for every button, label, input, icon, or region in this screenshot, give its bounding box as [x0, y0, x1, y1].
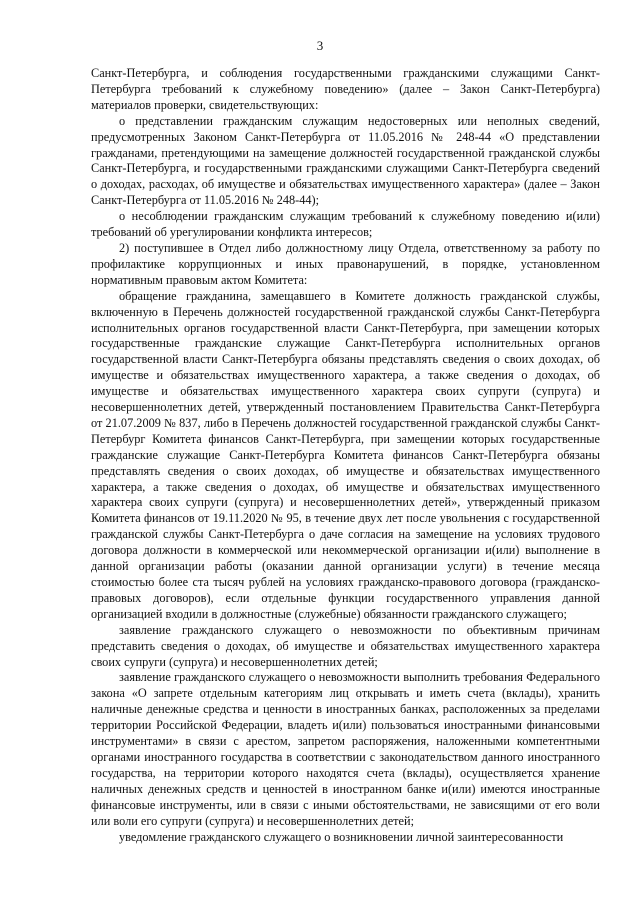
paragraph: заявление гражданского служащего о невозможности выполнить требования Федерального закона «О запрете отдельным категориям лиц открывать и иметь счета (вклады), хранить наличные денежные средства и ценности в иностранных банках, расположенных за пределами территории Российской Федерации, владеть и(или) пользоваться иностранными финансовыми инструментами» в связи с арестом, запретом распоряжения, наложенными компетентными органами иностранного государства в соответствии с законодательством данного иностранного государства, на территории которого находятся счета (вклады), осуществляется хранение наличных денежных средств и ценностей в иностранном банке и(или) имеются иностранные финансовые инструменты, или в связи с иными обстоятельствами, не зависящими от его воли или воли его супруги (супруга) и несовершеннолетних детей; — [91, 670, 600, 828]
page-number: 3 — [316, 38, 324, 53]
document-body — [91, 66, 600, 845]
paragraph: Санкт-Петербурга, и соблюдения государственными гражданскими служащими Санкт-Петербурга требований к служебному поведению» (далее – Закон Санкт-Петербурга) материалов проверки, свидетельствующих: — [91, 66, 600, 112]
paragraph: обращение гражданина, замещавшего в Комитете должность гражданской службы, включенную в Перечень должностей государственной гражданской службы Санкт-Петербурга исполнительных органов государственной власти Санкт-Петербурга, при замещении которых государственные гражданские служащие Санкт-Петербурга исполнительных органов государственной власти Санкт-Петербурга обязаны представлять сведения о своих доходах, об имуществе и обязательствах имущественного характера, а также сведения о доходах, об имуществе и обязательствах имущественного характера своих супруги (супруга) и несовершеннолетних детей, утвержденный постановлением Правительства Санкт-Петербурга от 21.07.2009 № 837, либо в Перечень должностей государственной гражданской службы Санкт-Петербург Комитета финансов Санкт-Петербурга, при замещении которых государственные гражданские служащие Санкт-Петербурга Комитета финансов Санкт-Петербурга обязаны представлять сведения о своих доходах, об имуществе и обязательствах имущественного характера, а также сведения о доходах, об имуществе и обязательствах имущественного характера своих супруги (супруга) и несовершеннолетних детей», утвержденный приказом Комитета финансов от 19.11.2020 № 95, в течение двух лет после увольнения с государственной гражданской службы Санкт-Петербурга о даче согласия на замещение на условиях трудового договора должности в коммерческой или некоммерческой организации и(или) выполнение в данной организации работы (оказании данной организации услуги) в течение месяца стоимостью более ста тысяч рублей на условиях гражданско-правового договора (гражданско-правовых договоров), если отдельные функции государственного управления данной организацией входили в должностные (служебные) обязанности гражданского служащего; — [91, 288, 600, 621]
paragraph: уведомление гражданского служащего о возникновении личной заинтересованности — [119, 829, 564, 844]
paragraph: о представлении гражданским служащим недостоверных или неполных сведений, предусмотренных Законом Санкт-Петербурга от 11.05.2016 № 248-44 «О представлении гражданами, претендующими на замещение должностей государственной гражданской службы Санкт-Петербурга, и государственными гражданскими служащими Санкт-Петербурга сведений о доходах, расходах, об имуществе и обязательствах имущественного характера» (далее – Закон Санкт-Петербурга от 11.05.2016 № 248-44); — [91, 113, 600, 208]
paragraph: о несоблюдении гражданским служащим требований к служебному поведению и(или) требований об урегулировании конфликта интересов; — [91, 209, 600, 240]
paragraph: заявление гражданского служащего о невозможности по объективным причинам представить сведения о доходах, об имуществе и обязательствах имущественного характера своих супруги (супруга) и несовершеннолетних детей; — [91, 622, 600, 669]
paragraph: 2) поступившее в Отдел либо должностному лицу Отдела, ответственному за работу по профилактике коррупционных и иных правонарушений, в порядке, установленном нормативным правовым актом Комитета: — [91, 240, 600, 287]
